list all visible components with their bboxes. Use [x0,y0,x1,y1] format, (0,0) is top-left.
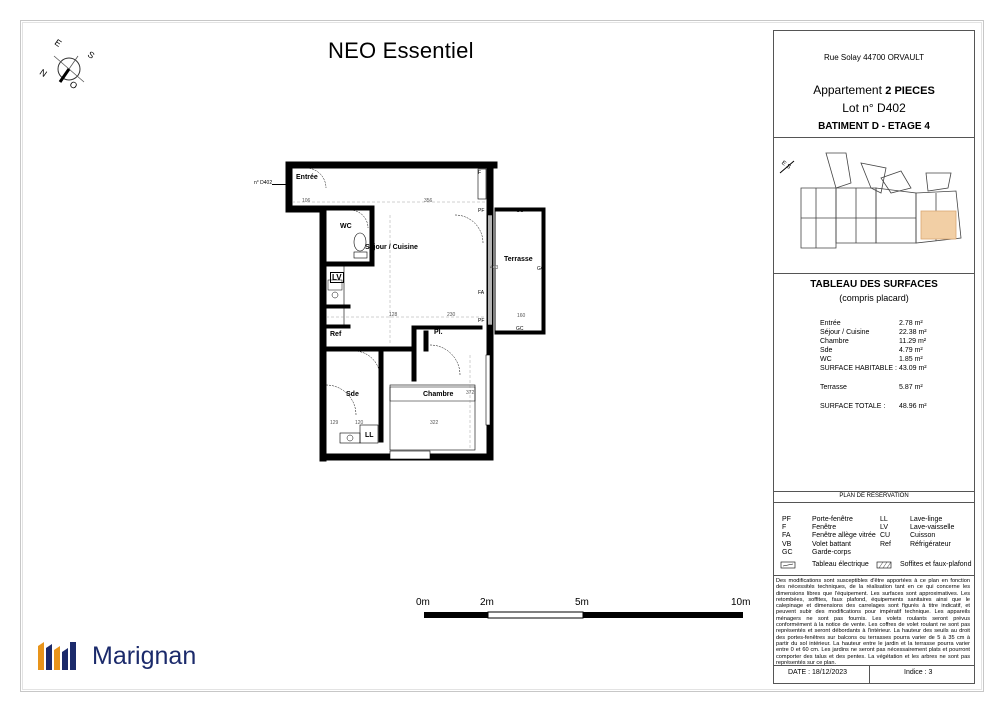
legend-right-label: Cuisson [910,532,936,540]
apartment-prefix: Appartement [813,83,882,97]
surface-value: 5.87 m² [899,384,923,391]
legend-left-code: FA [782,532,791,540]
legend-left-code: VB [782,540,792,548]
lot-tag: n° D402 [254,180,273,186]
reservation-heading: PLAN DE RESERVATION [839,493,909,499]
divider [774,137,974,138]
legend-left-code: F [782,524,787,532]
floor-plan [250,155,560,465]
room-sde: Sde [346,391,359,398]
dim-129: 129 [330,420,339,426]
surface-value: 4.79 m² [899,347,923,354]
dim-403: 403 [490,265,499,271]
divider [774,273,974,274]
surface-value: 48.96 m² [899,403,927,410]
marker-gc2: GC [537,266,545,272]
scale-0m: 0m [416,597,430,608]
compass-e: E [52,37,64,49]
legend-right-code: LV [880,524,889,532]
compass-o: O [67,78,80,92]
address: Rue Solay 44700 ORVAULT [823,53,925,62]
divider [774,502,974,503]
room-chambre: Chambre [423,391,454,398]
building-floor: BATIMENT D - ETAGE 4 [818,121,930,132]
scale-2m: 2m [480,597,494,608]
room-lv: LV [332,273,342,282]
dim-230: 230 [447,312,456,318]
legend-right-code: CU [880,532,891,540]
marker-gc1: GC [516,208,524,214]
dim-160: 160 [517,313,526,319]
scale-5m: 5m [575,597,589,608]
apartment-line [774,83,974,97]
legend-left-label: Fenêtre [812,524,837,532]
room-ll: LL [365,432,374,439]
legend-left-label: Garde-corps [812,548,851,556]
surface-value: 11.29 m² [899,338,927,345]
footer-divider [869,665,870,683]
legend-right-code: Ref [880,540,891,548]
legend-left-label: Porte-fenêtre [812,516,853,523]
surface-label: SURFACE HABITABLE : [820,365,897,372]
room-terrasse: Terrasse [504,256,533,263]
legend-right-label: Réfrigérateur [910,540,951,548]
lot-arrow [272,184,286,185]
surface-value: 2.78 m² [899,320,923,327]
legend-right-label: Lave-linge [910,516,943,523]
marker-fa: FA [478,290,485,296]
brand-name: Marignan [92,642,197,670]
marker-pf1: PF [478,208,485,214]
surface-label: Chambre [820,338,849,345]
room-entree: Entrée [296,174,318,181]
dim-128: 128 [389,312,398,318]
surface-value: 1.85 m² [899,356,923,363]
page-title: NEO Essentiel [328,38,474,63]
svg-text:E S: E S [780,160,792,171]
room-sejour: Séjour / Cuisine [365,244,418,251]
surface-label: SURFACE TOTALE : [820,403,886,410]
soffit-hatch-icon [876,561,892,569]
dim-106: 106 [302,198,311,204]
marker-gc3: GC [516,326,524,332]
footer-date: DATE : 18/12/2023 [788,669,848,676]
surfaces-heading: TABLEAU DES SURFACES [810,279,938,290]
building-map [776,143,972,273]
compass-icon [38,36,102,100]
marker-f: F [478,170,482,176]
room-pl: Pl. [434,329,443,336]
surface-value: 43.09 m² [899,365,927,372]
lot-number: Lot n° D402 [842,101,906,115]
room-wc: WC [340,223,352,230]
dim-120: 120 [355,420,364,426]
legend-electric: Tableau électrique [812,561,869,568]
surface-label: WC [820,356,832,363]
divider [774,491,974,492]
scale-bar [423,611,753,621]
surface-label: Sde [820,347,833,354]
apartment-type: 2 PIECES [885,85,935,97]
surface-label: Terrasse [820,384,847,391]
dim-356: 356 [424,198,433,204]
compass-s: S [85,49,97,61]
surface-label: Séjour / Cuisine [820,329,870,336]
legend-left-code: PF [782,516,791,523]
surfaces-subheading: (compris placard) [839,293,909,303]
legend-left-label: Volet battant [812,540,851,548]
surface-label: Entrée [820,320,841,327]
compass-n: N [37,67,49,79]
dim-372: 372 [466,390,475,396]
legend-right-code: LL [880,516,888,523]
legend-right-label: Lave-vaisselle [910,524,955,532]
dim-322: 322 [430,420,439,426]
marker-pf2: PF [478,318,485,324]
legend-left-label: Fenêtre allège vitrée [812,532,876,540]
electric-panel-icon [780,561,796,569]
legend-left-code: GC [782,548,793,556]
scale-10m: 10m [731,597,751,608]
legend-soffit: Soffites et faux-plafond [900,561,972,568]
disclaimer-notes: Des modifications sont susceptibles d'être apportées à ce plan en fonction des nécessités techniques, de la réalisation tant en ce qui concerne les dimensions libres que l'équipement. Les surfaces sont approximatives. Les retombées, soffites, faux plafond, équipements sanitaires ainsi que le calepinage et dimensions des carrelages sont figurés à titre indicatif, et peuvent subir des modifications pour impératif technique. Les appareils ménagers ne sont pas fournis. Les volets roulants seront prévus conformément à la notice de vente. Les coffres de volet roulant ne sont pas représentés et seront débordants à l'intérieur. La hauteur des seuils au droit des portes-fenêtres sur balcons ou terrasses pourra varier de 5 à 35 cm à partir du sol intérieur. La hauteur entre le jardin et la terrasse pourra varier entre 0 et 60 cm. Les jardins ne seront pas nécessairement plats et pourront comporter des talus et des pentes. La végétation et les arbres ne sont pas représentés sur ce plan. [776,578,970,666]
surface-value: 22.38 m² [899,329,927,336]
room-ref: Ref [330,331,342,338]
divider [774,575,974,576]
footer-index: Indice : 3 [904,669,933,676]
marignan-logo-icon [36,640,82,672]
